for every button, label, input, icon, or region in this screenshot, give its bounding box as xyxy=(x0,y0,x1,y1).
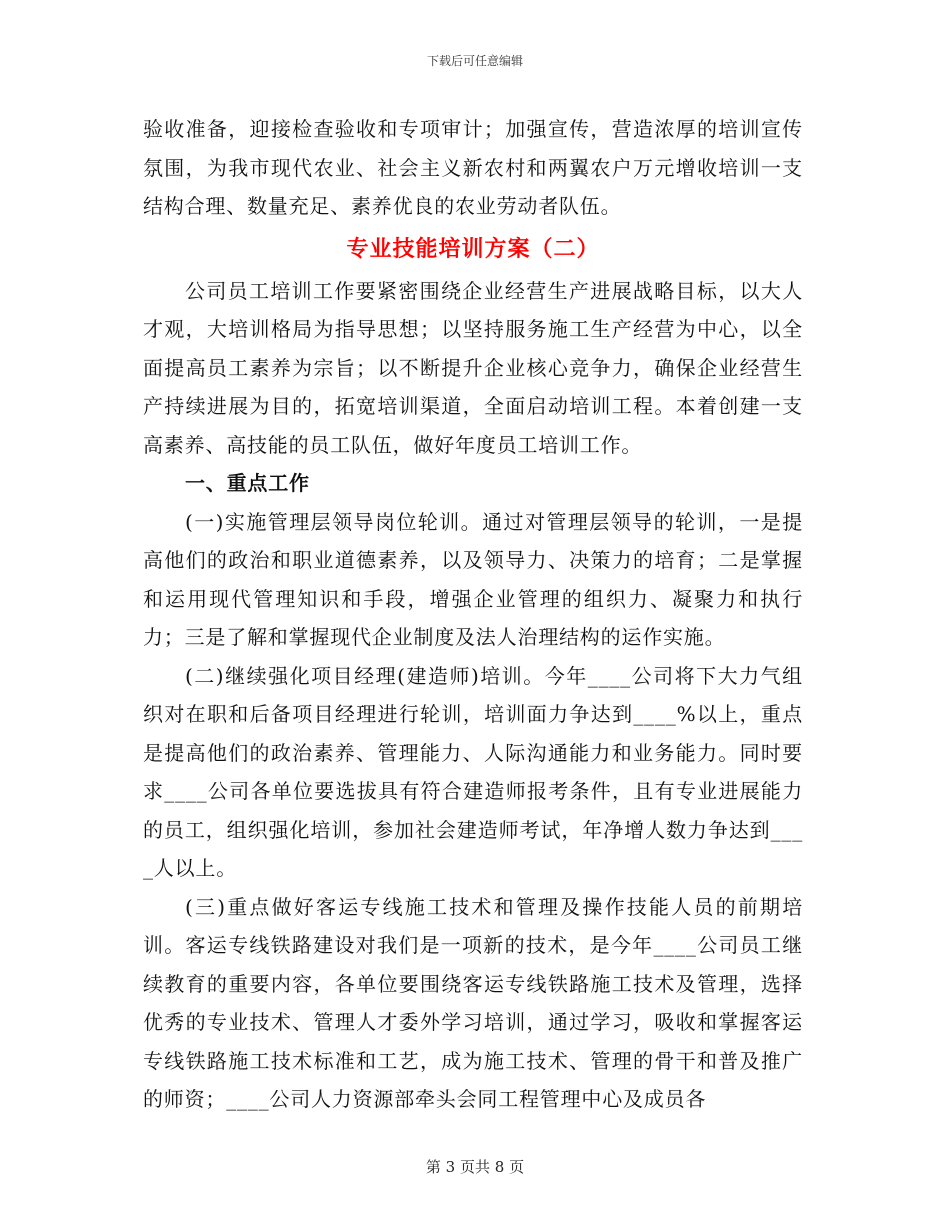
item-project-manager-training: (二)继续强化项目经理(建造师)培训。今年____公司将下大力气组织对在职和后备项目经理进行轮训，培训面力争达到____%以上，重点是提高他们的政治素养、管理能力、人际沟通能力和业务能力。同时要求____公司各单位要选拔具有符合建造师报考条件，且有专业进展能力的员工，组织强化培训，参加社会建造师考试，年净增人数力争达到____人以上。 xyxy=(143,663,803,880)
section-title: 专业技能培训方案（二） xyxy=(346,235,600,262)
heading-key-work: 一、重点工作 xyxy=(185,471,310,495)
paragraph-overview: 公司员工培训工作要紧密围绕企业经营生产进展战略目标，以大人才观，大培训格局为指导思想；以坚持服务施工生产经营为中心，以全面提高员工素养为宗旨；以不断提升企业核心竞争力，确保企业经营生产持续进展为目的，拓宽培训渠道，全面启动培训工程。本着创建一支高素养、高技能的员工队伍，做好年度员工培训工作。 xyxy=(143,278,803,457)
item-management-rotation: (一)实施管理层领导岗位轮训。通过对管理层领导的轮训，一是提高他们的政治和职业道德素养，以及领导力、决策力的培育；二是掌握和运用现代管理知识和手段，增强企业管理的组织力、凝聚力和执行力；三是了解和掌握现代企业制度及法人治理结构的运作实施。 xyxy=(143,509,803,649)
page-header: 下载后可任意编辑 xyxy=(426,54,523,68)
document-body xyxy=(143,110,803,1119)
intro-paragraph: 验收准备，迎接检查验收和专项审计；加强宣传，营造浓厚的培训宣传氛围，为我市现代农业、社会主义新农村和两翼农户万元增收培训一支结构合理、数量充足、素养优良的农业劳动者队伍。 xyxy=(143,117,803,218)
item-passenger-line-training: (三)重点做好客运专线施工技术和管理及操作技能人员的前期培训。客运专线铁路建设对我们是一项新的技术，是今年____公司员工继续教育的重要内容，各单位要围绕客运专线铁路施工技术及管理，选择优秀的专业技术、管理人才委外学习培训，通过学习，吸收和掌握客运专线铁路施工技术标准和工艺，成为施工技术、管理的骨干和普及推广的师资；____公司人力资源部牵头会同工程管理中心及成员各 xyxy=(143,894,803,1111)
page-footer: 第 3 页共 8 页 xyxy=(425,1158,525,1176)
